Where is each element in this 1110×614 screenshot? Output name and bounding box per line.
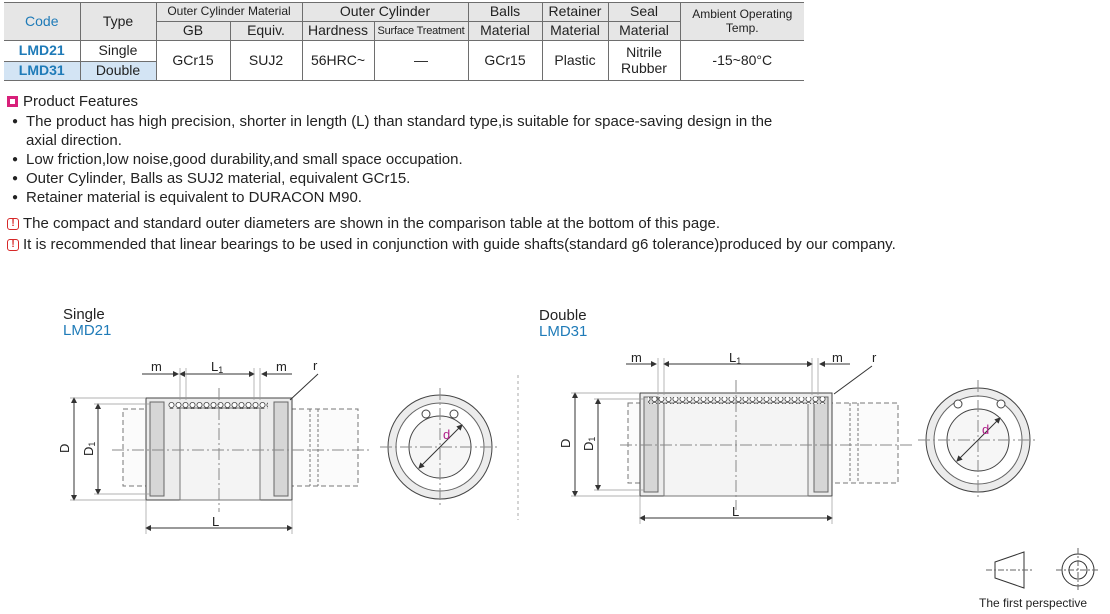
hardness-value: 56HRC~ [302, 41, 374, 81]
double-side-view [571, 358, 912, 524]
dim-r: r [872, 350, 877, 365]
temp-value: -15~80°C [680, 41, 804, 81]
ambient-header: Ambient Operating Temp. [680, 3, 804, 41]
retainer-header: Retainer [542, 3, 608, 22]
dim-D: D [57, 443, 72, 453]
surface-treatment-header: Surface Treatment [374, 22, 468, 41]
seal-header: Seal [608, 3, 680, 22]
retainer-material-header: Material [542, 22, 608, 41]
dim-m-left: m [151, 359, 162, 374]
balls-header: Balls [468, 3, 542, 22]
balls-value: GCr15 [468, 41, 542, 81]
feature-item: ● Outer Cylinder, Balls as SUJ2 material, equivalent GCr15. [12, 169, 786, 188]
dim-m-right: m [832, 350, 843, 365]
code-cell-lmd21: LMD21 [4, 41, 80, 62]
first-angle-projection-icon [986, 548, 1100, 592]
double-end-view [918, 380, 1038, 500]
outer-material-header: Outer Cylinder Material [156, 3, 302, 22]
double-code: LMD31 [539, 323, 588, 340]
dim-L: L [732, 504, 740, 519]
dim-m-right: m [276, 359, 287, 374]
dim-m-left: m [631, 350, 642, 365]
type-cell-single: Single [80, 41, 156, 62]
note-text: The compact and standard outer diameters are shown in the comparison table at the bottom of this page. [23, 215, 721, 232]
surface-value: — [374, 41, 468, 81]
exclamation-icon: ! [7, 239, 19, 251]
gb-value: GCr15 [156, 41, 230, 81]
dim-l1: L1 [211, 359, 224, 375]
dim-D: D [558, 438, 573, 448]
code-header: Code [4, 3, 80, 41]
dim-d-single: d [443, 427, 451, 442]
perspective-caption: The first perspective [979, 596, 1088, 610]
feature-item: ● Low friction,low noise,good durability,and small space occupation. [12, 150, 786, 169]
seal-value: Nitrile Rubber [608, 41, 680, 81]
hardness-header: Hardness [302, 22, 374, 41]
features-title: Product Features [23, 93, 139, 110]
dim-D1: D1 [81, 441, 97, 456]
single-code: LMD21 [63, 322, 112, 339]
dim-r: r [313, 358, 318, 373]
feature-item: ● The product has high precision, shorter in length (L) than standard type,is suitable for space-saving design in the axial direction. [12, 112, 786, 150]
equiv-header: Equiv. [230, 22, 302, 41]
note-text: It is recommended that linear bearings to be used in conjunction with guide shafts(standard g6 tolerance)produced by our company. [23, 236, 896, 253]
exclamation-icon: ! [7, 218, 19, 230]
seal-material-header: Material [608, 22, 680, 41]
dim-L: L [212, 514, 220, 529]
dim-d-double: d [982, 422, 990, 437]
single-side-view [70, 368, 370, 534]
outer-cylinder-header: Outer Cylinder [302, 3, 468, 22]
ball-row [648, 397, 826, 404]
gb-header: GB [156, 22, 230, 41]
dim-D1: D1 [581, 436, 597, 451]
dim-l1: L1 [729, 350, 742, 366]
type-cell-double: Double [80, 62, 156, 81]
single-label: Single [63, 306, 105, 323]
double-label: Double [539, 307, 587, 324]
ball-row [168, 402, 268, 409]
balls-material-header: Material [468, 22, 542, 41]
code-cell-lmd31: LMD31 [4, 62, 80, 81]
equiv-value: SUJ2 [230, 41, 302, 81]
retainer-value: Plastic [542, 41, 608, 81]
type-header: Type [80, 3, 156, 41]
feature-item: ● Retainer material is equivalent to DURACON M90. [12, 188, 786, 207]
single-end-view [380, 388, 500, 506]
